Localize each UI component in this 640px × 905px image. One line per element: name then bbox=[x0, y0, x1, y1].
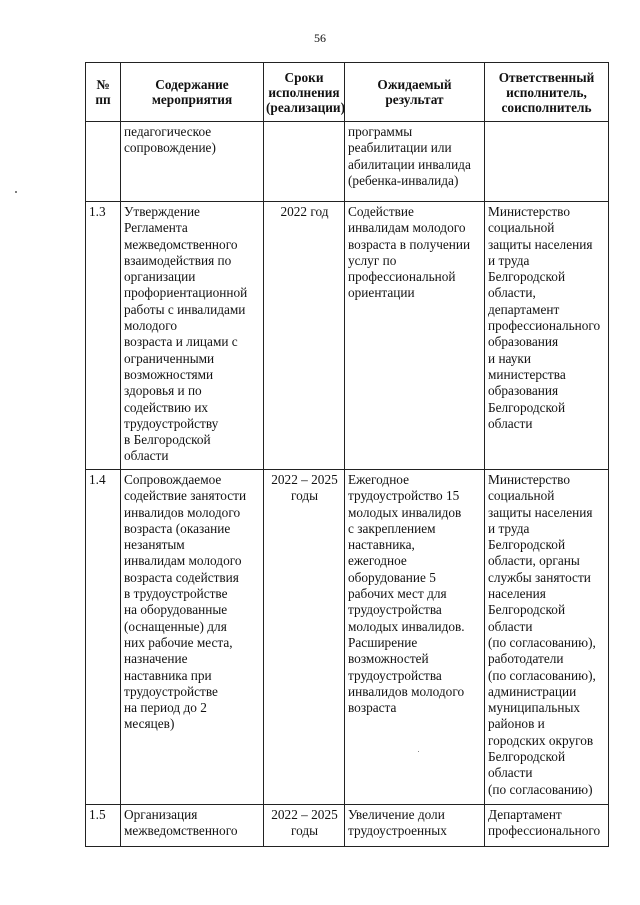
cell-text-line: Расширение bbox=[348, 634, 418, 650]
cell-text-line: образования bbox=[488, 383, 559, 399]
cell-text-line: 2022 – 2025 bbox=[271, 807, 338, 822]
cell-text-line: министерства bbox=[488, 366, 566, 382]
cell-text-line: работы с инвалидами bbox=[124, 301, 246, 317]
row-terms bbox=[264, 470, 345, 805]
cell-text-line: возраста (оказание bbox=[124, 520, 231, 536]
cell-text-line: № bbox=[96, 77, 110, 92]
row-result bbox=[345, 202, 485, 470]
row-terms bbox=[264, 202, 345, 470]
cell-text-line: области bbox=[488, 415, 533, 431]
cell-text-line: организации bbox=[124, 269, 196, 285]
cell-text-line: мероприятия bbox=[151, 92, 233, 107]
measures-table-wrapper bbox=[85, 62, 608, 847]
cell-text-line: содействие занятости bbox=[124, 488, 247, 504]
table-row bbox=[86, 470, 609, 805]
cell-text-line: социальной bbox=[488, 488, 555, 504]
cell-text-line: результат bbox=[385, 92, 444, 107]
cell-text-line: сопровождение) bbox=[124, 140, 216, 156]
cell-text-line: Сопровождаемое bbox=[124, 472, 222, 487]
row-terms bbox=[264, 122, 345, 202]
cell-text-line: инвалидам молодого bbox=[348, 220, 466, 236]
cell-text-line: профессиональной bbox=[348, 269, 456, 285]
row-content bbox=[121, 805, 264, 847]
header-content bbox=[121, 63, 264, 122]
cell-text-line: профессионального bbox=[488, 823, 601, 839]
cell-text-line: педагогическое bbox=[124, 124, 212, 139]
cell-text-line: исполнения bbox=[268, 84, 340, 100]
cell-text-line: трудоустроенных bbox=[348, 823, 447, 839]
cell-text-line: области, bbox=[488, 285, 536, 301]
cell-text-line: реабилитации или bbox=[348, 140, 452, 156]
cell-text-line: службы занятости bbox=[488, 569, 591, 585]
cell-text-line: образования bbox=[488, 334, 559, 350]
cell-text-line: муниципальных bbox=[488, 700, 581, 716]
cell-text-line: области bbox=[488, 765, 533, 781]
cell-text-line: взаимодействия по bbox=[124, 252, 232, 268]
cell-text-line: (ребенка-инвалида) bbox=[348, 172, 459, 188]
cell-text-line: трудоустройства bbox=[348, 602, 442, 618]
cell-text-line: Увеличение доли bbox=[348, 807, 445, 822]
cell-text-line: месяцев) bbox=[124, 716, 175, 732]
cell-text-line: и труда bbox=[488, 520, 530, 536]
cell-text-line: трудоустройстве bbox=[124, 683, 218, 699]
cell-text-line: профориентационной bbox=[124, 285, 248, 301]
cell-text-line: межведомственного bbox=[124, 236, 238, 252]
cell-text-line: населения bbox=[488, 586, 546, 602]
cell-text-line: социальной bbox=[488, 220, 555, 236]
cell-text-line: защиты населения bbox=[488, 504, 593, 520]
table-row bbox=[86, 805, 609, 847]
row-num: 1.5 bbox=[86, 805, 121, 847]
cell-text-line: них рабочие места, bbox=[124, 634, 233, 650]
header-result bbox=[345, 63, 485, 122]
cell-text-line: ориентации bbox=[348, 285, 415, 301]
cell-text-line: исполнитель, bbox=[506, 84, 587, 100]
cell-text-line: Белгородской bbox=[488, 399, 566, 415]
row-content bbox=[121, 470, 264, 805]
cell-text-line: защиты населения bbox=[488, 236, 593, 252]
cell-text-line: 2022 – 2025 bbox=[271, 472, 338, 487]
cell-text-line: возможностями bbox=[124, 366, 214, 382]
cell-text-line: (по согласованию), bbox=[488, 667, 596, 683]
row-content bbox=[121, 122, 264, 202]
row-num: 1.4 bbox=[86, 470, 121, 805]
cell-text-line: трудоустройства bbox=[348, 667, 442, 683]
cell-text-line: инвалидов молодого bbox=[348, 683, 465, 699]
cell-text-line: Департамент bbox=[488, 807, 562, 822]
cell-text-line: городских округов bbox=[488, 732, 594, 748]
cell-text-line: Содействие bbox=[348, 204, 414, 219]
cell-text-line: годы bbox=[290, 823, 319, 839]
cell-text-line: молодых инвалидов. bbox=[348, 618, 465, 634]
row-num: 1.3 bbox=[86, 202, 121, 470]
cell-text-line: Ежегодное bbox=[348, 472, 410, 487]
cell-text-line: ежегодное bbox=[348, 553, 407, 569]
cell-text-line: возраста bbox=[348, 700, 397, 716]
cell-text-line: незанятым bbox=[124, 537, 185, 553]
cell-text-line: назначение bbox=[124, 651, 188, 667]
cell-text-line: рабочих мест для bbox=[348, 586, 447, 602]
cell-text-line: области bbox=[124, 448, 169, 464]
cell-text-line: Белгородской bbox=[488, 537, 566, 553]
header-terms bbox=[264, 63, 345, 122]
cell-text-line: здоровья и по bbox=[124, 383, 202, 399]
cell-text-line: районов и bbox=[488, 716, 545, 732]
cell-text-line: в трудоустройстве bbox=[124, 586, 228, 602]
cell-text-line: и науки bbox=[488, 350, 532, 366]
cell-text-line: профессионального bbox=[488, 318, 601, 334]
cell-text-line: и труда bbox=[488, 252, 530, 268]
cell-text-line: пп bbox=[95, 92, 111, 107]
cell-text-line: межведомственного bbox=[124, 823, 238, 839]
cell-text-line: с закреплением bbox=[348, 520, 436, 536]
row-result bbox=[345, 122, 485, 202]
cell-text-line: 2022 год bbox=[280, 204, 329, 219]
cell-text-line: Министерство bbox=[488, 204, 570, 219]
cell-text-line: оборудование 5 bbox=[348, 569, 436, 585]
row-executor bbox=[485, 470, 609, 805]
cell-text-line: Утверждение bbox=[124, 204, 200, 219]
cell-text-line: возраста содействия bbox=[124, 569, 239, 585]
row-num bbox=[86, 122, 121, 202]
cell-text-line: Организация bbox=[124, 807, 198, 822]
table-row bbox=[86, 202, 609, 470]
cell-text-line: молодого bbox=[124, 318, 177, 334]
table-row bbox=[86, 122, 609, 202]
cell-text-line: возраста и лицами с bbox=[124, 334, 238, 350]
row-executor bbox=[485, 122, 609, 202]
header-num bbox=[86, 63, 121, 122]
cell-text-line: в Белгородской bbox=[124, 432, 211, 448]
cell-text-line: Белгородской bbox=[488, 749, 566, 765]
cell-text-line: (по согласованию), bbox=[488, 634, 596, 650]
cell-text-line: (оснащенные) для bbox=[124, 618, 227, 634]
cell-text-line: услуг по bbox=[348, 252, 397, 268]
row-executor bbox=[485, 202, 609, 470]
cell-text-line: области, органы bbox=[488, 553, 580, 569]
cell-text-line: работодатели bbox=[488, 651, 564, 667]
header-executor bbox=[485, 63, 609, 122]
measures-table bbox=[85, 62, 609, 847]
cell-text-line: инвалидов молодого bbox=[124, 504, 241, 520]
cell-text-line: на период до 2 bbox=[124, 700, 207, 716]
row-content bbox=[121, 202, 264, 470]
cell-text-line: департамент bbox=[488, 301, 560, 317]
cell-text-line: годы bbox=[290, 488, 319, 504]
cell-text-line: трудоустройству bbox=[124, 415, 219, 431]
cell-text-line: молодых инвалидов bbox=[348, 504, 462, 520]
cell-text-line: (по согласованию) bbox=[488, 781, 593, 797]
row-terms bbox=[264, 805, 345, 847]
cell-text-line: Белгородской bbox=[488, 602, 566, 618]
cell-text-line: Сроки bbox=[284, 69, 324, 85]
scan-speck bbox=[15, 191, 17, 193]
cell-text-line: администрации bbox=[488, 683, 577, 699]
cell-text-line: Ответственный bbox=[498, 69, 595, 85]
cell-text-line: наставника, bbox=[348, 537, 415, 553]
page-number: 56 bbox=[314, 31, 326, 45]
cell-text-line: Белгородской bbox=[488, 269, 566, 285]
cell-text-line: программы bbox=[348, 124, 413, 139]
row-executor bbox=[485, 805, 609, 847]
cell-text-line: области bbox=[488, 618, 533, 634]
cell-text-line: абилитации инвалида bbox=[348, 156, 471, 172]
cell-text-line: содействию их bbox=[124, 399, 209, 415]
row-result bbox=[345, 470, 485, 805]
cell-text-line: Содержание bbox=[155, 77, 229, 92]
cell-text-line: возраста в получении bbox=[348, 236, 471, 252]
cell-text-line: на оборудованные bbox=[124, 602, 228, 618]
cell-text-line: ограниченными bbox=[124, 350, 215, 366]
cell-text-line: Регламента bbox=[124, 220, 188, 236]
cell-text-line: соисполнитель bbox=[501, 99, 592, 115]
cell-text-line: наставника при bbox=[124, 667, 212, 683]
cell-text-line: инвалидам молодого bbox=[124, 553, 242, 569]
cell-text-line: возможностей bbox=[348, 651, 429, 667]
table-header-row bbox=[86, 63, 609, 122]
cell-text-line: трудоустройство 15 bbox=[348, 488, 460, 504]
cell-text-line: (реализации) bbox=[266, 99, 346, 115]
row-result bbox=[345, 805, 485, 847]
cell-text-line: Министерство bbox=[488, 472, 570, 487]
cell-text-line: Ожидаемый bbox=[377, 77, 452, 92]
